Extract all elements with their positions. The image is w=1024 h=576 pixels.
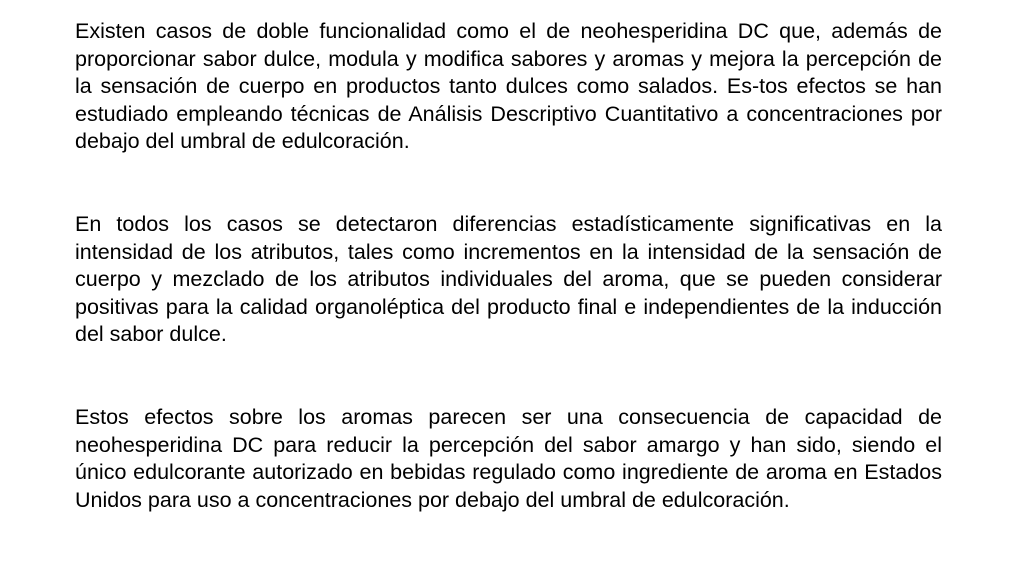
paragraph-doble-funcionalidad: Existen casos de doble funcionalidad como el de neohesperidina DC que, además de proporcionar sabor dulce, modula y modifica sabores y aromas y mejora la percepción de la sensación de cuerpo en productos tanto dulces como salados. Es-tos efectos se han estudiado empleando técnicas de Análisis Descriptivo Cuantitativo a concentraciones por debajo del umbral de edulcoración. (75, 19, 942, 154)
slide-text-body (75, 18, 942, 514)
paragraph-diferencias-significativas: En todos los casos se detectaron diferencias estadísticamente significativas en la intensidad de los atributos, tales como incrementos en la intensidad de la sensación de cuerpo y mezclado de los atributos individuales del aroma, que se pueden considerar positivas para la calidad organoléptica del producto final e independientes de la inducción del sabor dulce. (75, 211, 942, 347)
paragraph-efectos-aromas: Estos efectos sobre los aromas parecen ser una consecuencia de capacidad de neohesperidina DC para reducir la percepción del sabor amargo y han sido, siendo el único edulcorante autorizado en bebidas regulado como ingrediente de aroma en Estados Unidos para uso a concentraciones por debajo del umbral de edulcoración. (75, 404, 942, 512)
